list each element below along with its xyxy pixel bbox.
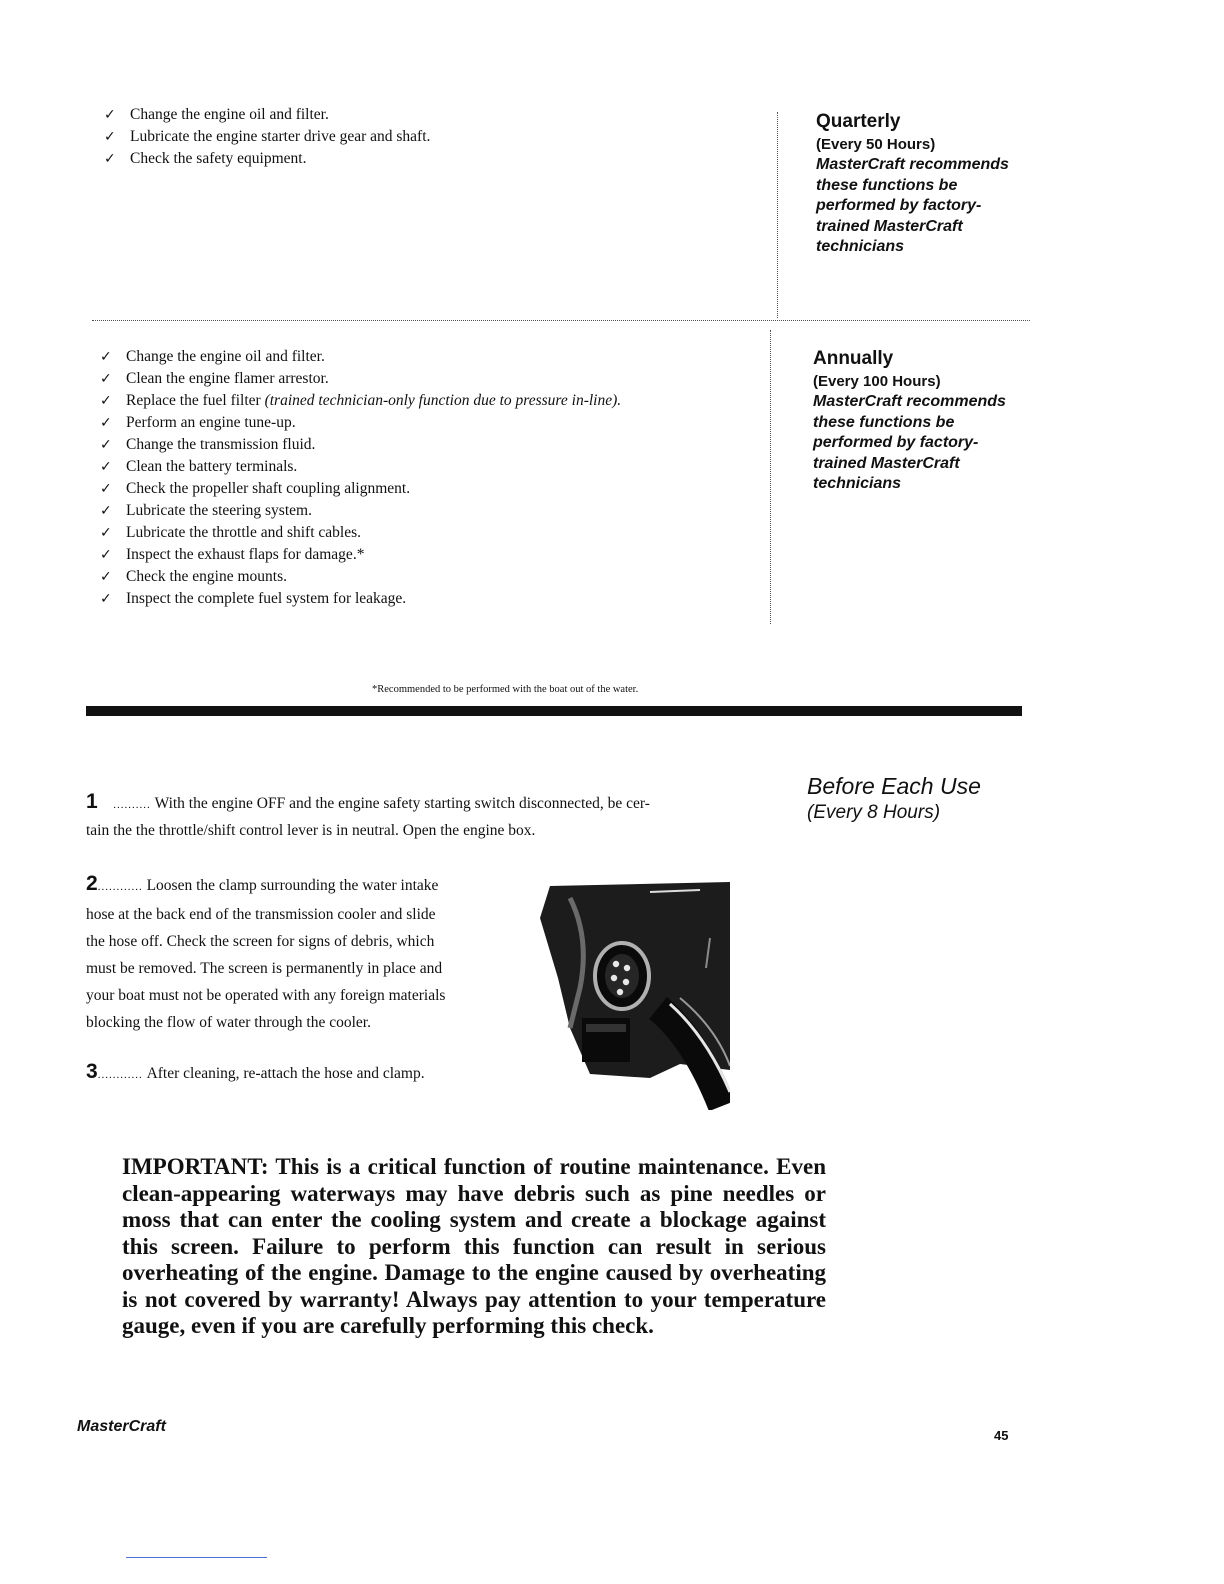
checkmark-icon: ✓ [100,547,112,563]
quarterly-note: MasterCraft recommends these functions be performed by factory- trained MasterCraft technicians [816,156,1009,255]
before-use-title: Before Each Use [807,773,981,799]
checkmark-icon: ✓ [100,415,112,431]
quarterly-interval: (Every 50 Hours) [816,136,936,153]
checkmark-icon: ✓ [100,349,112,365]
column-divider [770,330,771,624]
step-1: 1 .......... With the engine OFF and the engine safety starting switch disconnected, be cer- tain the the throttle/shift control lever is in neutral. Open the engine box. [86,790,650,839]
checkmark-icon: ✓ [100,525,112,541]
important-notice: IMPORTANT: This is a critical function of routine maintenance. Even clean-appearing waterways may have debris such as pine needles or moss that can enter the cooling system and create a blockage against this screen. Failure to perform this function can result in serious overheating of the engine. Damage to the engine caused by overheating is not covered by warranty! Always pay attention to your temperature gauge, even if you are carefully performing this check. [122,1154,826,1338]
checklist-item: ✓ Lubricate the throttle and shift cables. [100,522,621,544]
before-use-interval: (Every 8 Hours) [807,802,941,823]
checkmark-icon: ✓ [104,129,116,145]
annual-interval: (Every 100 Hours) [813,373,941,390]
brand-logo: MasterCraft [77,1418,166,1435]
checkmark-icon: ✓ [104,151,116,167]
step-3: 3............ After cleaning, re-attach the hose and clamp. [86,1060,425,1083]
step-2: 2............ Loosen the clamp surrounding the water intake hose at the back end of the transmission cooler and slide the hose off. Check the screen for signs of debris, which must be removed. The screen is permanently in place and your boat must not be operated with any foreign materials blocking the flow of water through the cooler. [86,872,446,1031]
checklist-item: ✓ Clean the engine flamer arrestor. [100,368,621,390]
checkmark-icon: ✓ [100,569,112,585]
annual-checklist [100,346,621,610]
quarterly-checklist [104,104,430,170]
scan-edge-line [126,1557,267,1558]
annual-sidebar [813,348,1053,495]
thick-rule [86,706,1022,716]
checklist-item: ✓ Change the engine oil and filter. [104,104,430,126]
step-number: 3 [86,1060,98,1083]
step-number: 2 [86,872,98,895]
checkmark-icon: ✓ [100,591,112,607]
checklist-item: ✓ Clean the battery terminals. [100,456,621,478]
checklist-item: ✓ Replace the fuel filter (trained technician-only function due to pressure in-line). [100,390,621,412]
annual-title: Annually [813,348,894,369]
section-divider [92,320,1030,321]
checkmark-icon: ✓ [100,481,112,497]
column-divider [777,112,778,318]
checkmark-icon: ✓ [100,503,112,519]
footnote: *Recommended to be performed with the boat out of the water. [372,684,639,695]
checklist-item: ✓ Inspect the exhaust flaps for damage.* [100,544,621,566]
checklist-item: ✓ Change the transmission fluid. [100,434,621,456]
quarterly-title: Quarterly [816,111,901,132]
cooler-hose-photo [530,878,730,1110]
checklist-item: ✓ Lubricate the steering system. [100,500,621,522]
checkmark-icon: ✓ [104,107,116,123]
checklist-item: ✓ Perform an engine tune-up. [100,412,621,434]
checklist-item: ✓ Check the engine mounts. [100,566,621,588]
checkmark-icon: ✓ [100,437,112,453]
checkmark-icon: ✓ [100,393,112,409]
checklist-item: ✓ Lubricate the engine starter drive gear and shaft. [104,126,430,148]
checklist-item: ✓ Check the safety equipment. [104,148,430,170]
checklist-item: ✓ Inspect the complete fuel system for leakage. [100,588,621,610]
checkmark-icon: ✓ [100,459,112,475]
before-use-sidebar [807,772,981,826]
annual-note: MasterCraft recommends these functions be performed by factory- trained MasterCraft technicians [813,393,1006,492]
quarterly-sidebar [816,111,1056,258]
checklist-item: ✓ Check the propeller shaft coupling alignment. [100,478,621,500]
page-number: 45 [994,1428,1009,1443]
checklist-item: ✓ Change the engine oil and filter. [100,346,621,368]
step-number: 1 [86,790,98,813]
checkmark-icon: ✓ [100,371,112,387]
